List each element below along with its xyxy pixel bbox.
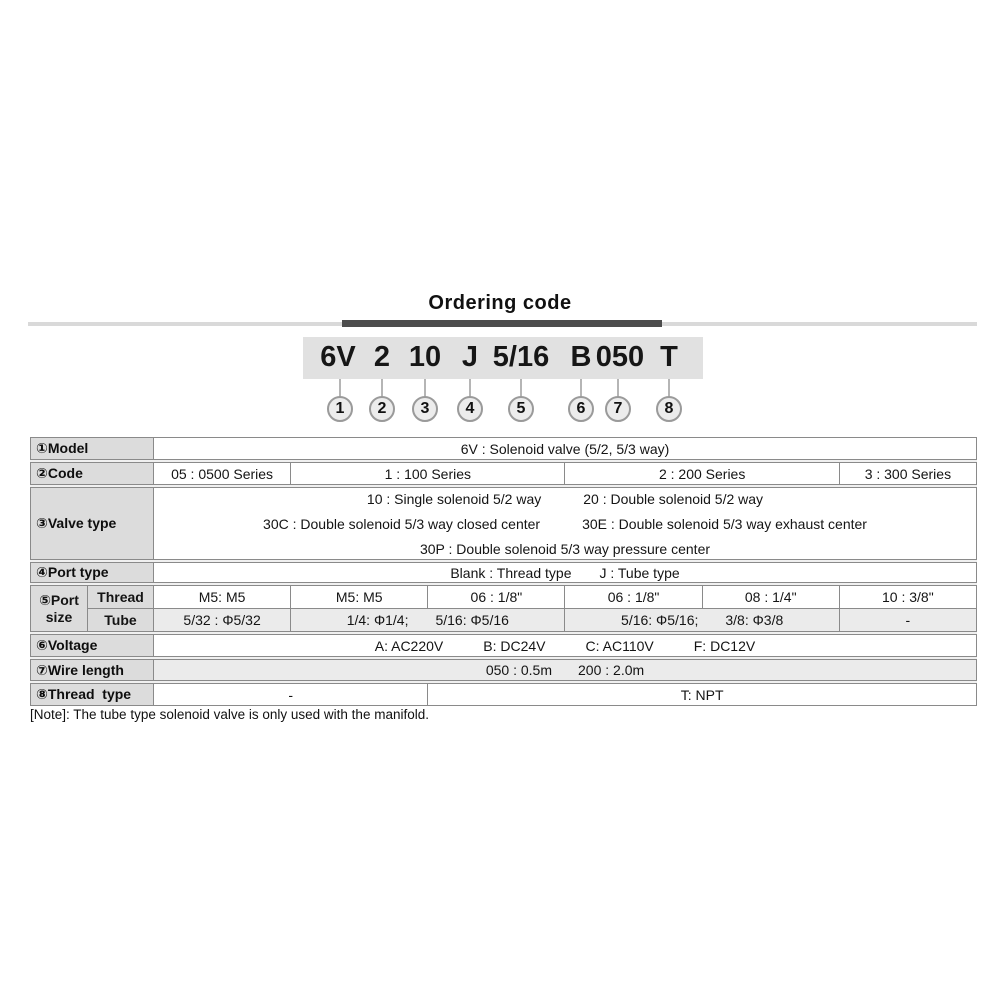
connector-line-3: [424, 379, 426, 397]
valve-type-line-2: [263, 512, 867, 536]
code-segment-5: 5/16: [492, 340, 550, 373]
thread-cell-m5-b: M5: M5: [290, 586, 427, 608]
code-cell-0500: 05 : 0500 Series: [153, 463, 290, 484]
port-size-tube-label: Tube: [88, 608, 153, 631]
valve-type-30c: 30C : Double solenoid 5/3 way closed center: [263, 515, 541, 532]
voltage-a: A: AC220V: [374, 637, 444, 654]
number-circle-2: 2: [369, 396, 395, 422]
code-cell-200: 2 : 200 Series: [564, 463, 838, 484]
code-segment-4: J: [461, 340, 479, 373]
valve-type-10: 10 : Single solenoid 5/2 way: [366, 490, 542, 507]
code-segment-3: 10: [408, 340, 442, 373]
port-size-label: [31, 586, 87, 631]
model-value: 6V : Solenoid valve (5/2, 5/3 way): [153, 438, 976, 459]
code-segment-7: 050: [595, 340, 645, 373]
table-row-model: [30, 437, 977, 460]
code-cell-100: 1 : 100 Series: [290, 463, 564, 484]
port-size-thread-label: Thread: [88, 586, 153, 608]
connector-line-1: [339, 379, 341, 397]
thread-cell-10: 10 : 3/8": [839, 586, 976, 608]
tube-cell-14-516: [290, 609, 564, 631]
valve-type-line-1: [367, 487, 763, 511]
table-row-code: [30, 462, 977, 485]
valve-type-label: ③Valve type: [31, 488, 153, 559]
tube-cell-532: 5/32 : Φ5/32: [153, 609, 290, 631]
number-circle-5: 5: [508, 396, 534, 422]
connector-line-2: [381, 379, 383, 397]
voltage-c: C: AC110V: [585, 637, 654, 654]
model-label: ①Model: [31, 438, 153, 459]
number-circle-3: 3: [412, 396, 438, 422]
number-circle-6: 6: [568, 396, 594, 422]
thread-type-npt: T: NPT: [427, 684, 976, 705]
title-underline-dark: [342, 320, 662, 327]
tube-cell-dash: -: [839, 609, 976, 631]
number-circle-1: 1: [327, 396, 353, 422]
table-row-voltage: [30, 634, 977, 657]
number-circle-4: 4: [457, 396, 483, 422]
thread-cell-08: 08 : 1/4": [702, 586, 839, 608]
connector-line-4: [469, 379, 471, 397]
code-segment-8: T: [660, 340, 678, 373]
thread-type-label: ⑧Thread type: [31, 684, 153, 705]
table-row-port-size: [30, 585, 977, 632]
port-type-blank: Blank : Thread type: [450, 564, 572, 581]
wire-length-050: 050 : 0.5m: [485, 662, 552, 678]
valve-type-30e: 30E : Double solenoid 5/3 way exhaust center: [582, 515, 867, 532]
page-title: Ordering code: [428, 292, 572, 314]
code-segment-2: 2: [373, 340, 391, 373]
number-circle-7: 7: [605, 396, 631, 422]
table-row-thread-type: [30, 683, 977, 706]
ordering-table: [30, 437, 977, 706]
valve-type-line-3: [420, 537, 710, 561]
wire-length-label: ⑦Wire length: [31, 660, 153, 680]
thread-type-dash: -: [153, 684, 427, 705]
ordering-code-box: [303, 337, 703, 379]
thread-cell-06-b: 06 : 1/8": [564, 586, 701, 608]
tube-val-516b: 5/16: Φ5/16;: [621, 612, 699, 628]
voltage-label: ⑥Voltage: [31, 635, 153, 656]
voltage-b: B: DC24V: [483, 637, 546, 654]
voltage-f: F: DC12V: [693, 637, 756, 654]
port-type-label: ④Port type: [31, 563, 153, 582]
footnote: [Note]: The tube type solenoid valve is only used with the manifold.: [30, 707, 429, 722]
port-size-thread-row: [153, 586, 976, 608]
number-circle-8: 8: [656, 396, 682, 422]
code-segment-1: 6V: [320, 340, 356, 373]
port-size-label-line1: ⑤Port: [39, 591, 79, 608]
valve-type-30p: 30P : Double solenoid 5/3 way pressure center: [419, 540, 711, 557]
tube-val-38: 3/8: Φ3/8: [725, 612, 784, 628]
tube-val-516: 5/16: Φ5/16: [435, 612, 509, 628]
tube-val-14: 1/4: Φ1/4;: [346, 612, 409, 628]
thread-cell-m5-a: M5: M5: [153, 586, 290, 608]
code-cell-300: 3 : 300 Series: [839, 463, 976, 484]
port-type-j: J : Tube type: [599, 564, 680, 581]
connector-line-8: [668, 379, 670, 397]
valve-type-20: 20 : Double solenoid 5/2 way: [583, 490, 764, 507]
tube-cell-516-38: [564, 609, 838, 631]
port-size-tube-row: [153, 608, 976, 631]
connector-line-6: [580, 379, 582, 397]
connector-line-5: [520, 379, 522, 397]
wire-length-200: 200 : 2.0m: [578, 662, 645, 678]
thread-cell-06-a: 06 : 1/8": [427, 586, 564, 608]
code-label: ②Code: [31, 463, 153, 484]
connector-line-7: [617, 379, 619, 397]
port-size-label-line2: size: [45, 608, 73, 625]
table-row-port-type: [30, 562, 977, 583]
table-row-wire-length: [30, 659, 977, 681]
code-segment-6: B: [570, 340, 592, 373]
table-row-valve-type: [30, 487, 977, 560]
